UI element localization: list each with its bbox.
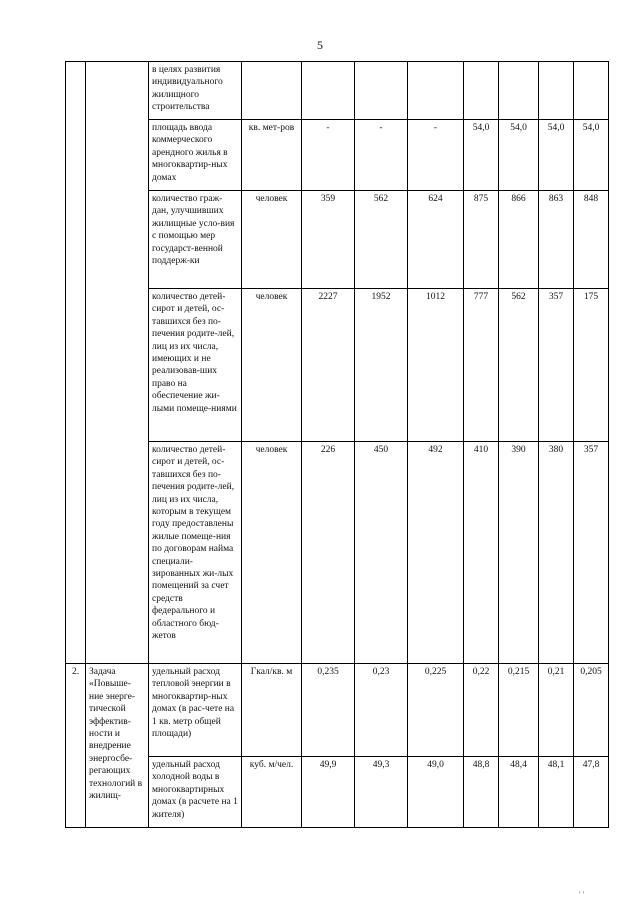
- value-cell: 226: [302, 442, 355, 664]
- value-cell: -: [408, 120, 464, 191]
- value-cell: 875: [464, 191, 499, 289]
- value-cell: 624: [408, 191, 464, 289]
- value-cell: 54,0: [464, 120, 499, 191]
- value-cell: 2227: [302, 289, 355, 442]
- value-cell: 54,0: [574, 120, 609, 191]
- task-number-cell: 2.: [66, 664, 86, 828]
- task-number-cell: [66, 62, 86, 664]
- value-cell: 0,215: [499, 664, 539, 757]
- unit-cell: человек: [242, 442, 302, 664]
- unit-cell: Гкал/кв. м: [242, 664, 302, 757]
- value-cell: 863: [539, 191, 574, 289]
- unit-cell: человек: [242, 289, 302, 442]
- value-cell: 0,21: [539, 664, 574, 757]
- unit-cell: кв. мет-ров: [242, 120, 302, 191]
- page-number: 5: [317, 38, 323, 52]
- value-cell: 359: [302, 191, 355, 289]
- value-cell: 48,1: [539, 757, 574, 828]
- value-cell: 866: [499, 191, 539, 289]
- value-cell: [539, 62, 574, 120]
- table-row: [66, 664, 609, 757]
- value-cell: 0,22: [464, 664, 499, 757]
- value-cell: -: [355, 120, 408, 191]
- value-cell: 54,0: [539, 120, 574, 191]
- value-cell: 0,23: [355, 664, 408, 757]
- indicator-name: в целях развития индивидуального жилищного строительства: [149, 62, 242, 120]
- value-cell: 357: [539, 289, 574, 442]
- value-cell: 562: [355, 191, 408, 289]
- value-cell: 48,8: [464, 757, 499, 828]
- corner-mark: ' ': [579, 890, 584, 899]
- value-cell: 1952: [355, 289, 408, 442]
- unit-cell: [242, 62, 302, 120]
- value-cell: 49,0: [408, 757, 464, 828]
- indicator-name: количество детей-сирот и детей, ос-тавшихся без по-печения родите-лей, лиц из их числа, имеющих и не реализовав-ших право на обеспечение жи-лыми помеще-ниями: [149, 289, 242, 442]
- indicator-name: количество детей-сирот и детей, ос-тавшихся без по-печения родите-лей, лиц из их числа, которым в текущем году предоставлены жилые помеще-ния по договорам найма специали-зированных жи-лых помещений за счет средств федерального и областного бюд-жетов: [149, 442, 242, 664]
- value-cell: 49,3: [355, 757, 408, 828]
- value-cell: 1012: [408, 289, 464, 442]
- value-cell: 562: [499, 289, 539, 442]
- value-cell: [302, 62, 355, 120]
- value-cell: 450: [355, 442, 408, 664]
- value-cell: 848: [574, 191, 609, 289]
- value-cell: -: [302, 120, 355, 191]
- indicators-table: [65, 61, 609, 828]
- value-cell: 492: [408, 442, 464, 664]
- value-cell: 0,205: [574, 664, 609, 757]
- table-row: [66, 62, 609, 120]
- value-cell: 357: [574, 442, 609, 664]
- indicator-name: удельный расход холодной воды в многоквартирных домах (в расчете на 1 жителя): [149, 757, 242, 828]
- value-cell: 0,225: [408, 664, 464, 757]
- value-cell: [355, 62, 408, 120]
- unit-cell: человек: [242, 191, 302, 289]
- indicator-name: количество граж-дан, улучшивших жилищные усло-вия с помощью мер государст-венной поддерж-ки: [149, 191, 242, 289]
- value-cell: 54,0: [499, 120, 539, 191]
- value-cell: 48,4: [499, 757, 539, 828]
- value-cell: 49,9: [302, 757, 355, 828]
- value-cell: 410: [464, 442, 499, 664]
- unit-cell: куб. м/чел.: [242, 757, 302, 828]
- value-cell: 380: [539, 442, 574, 664]
- value-cell: 47,8: [574, 757, 609, 828]
- value-cell: [499, 62, 539, 120]
- indicator-name: удельный расход тепловой энергии в многоквартир-ных домах (в рас-чете на 1 кв. метр общей площади): [149, 664, 242, 757]
- task-name-cell: Задача «Повыше-ние энерге-тической эффектив-ности и внедрение энергосбе-регающих технологий в жилищ-: [86, 664, 149, 828]
- value-cell: [408, 62, 464, 120]
- value-cell: 390: [499, 442, 539, 664]
- task-name-cell: [86, 62, 149, 664]
- value-cell: [574, 62, 609, 120]
- value-cell: [464, 62, 499, 120]
- indicator-name: площадь ввода коммерческого арендного жилья в многоквартир-ных домах: [149, 120, 242, 191]
- value-cell: 0,235: [302, 664, 355, 757]
- value-cell: 777: [464, 289, 499, 442]
- value-cell: 175: [574, 289, 609, 442]
